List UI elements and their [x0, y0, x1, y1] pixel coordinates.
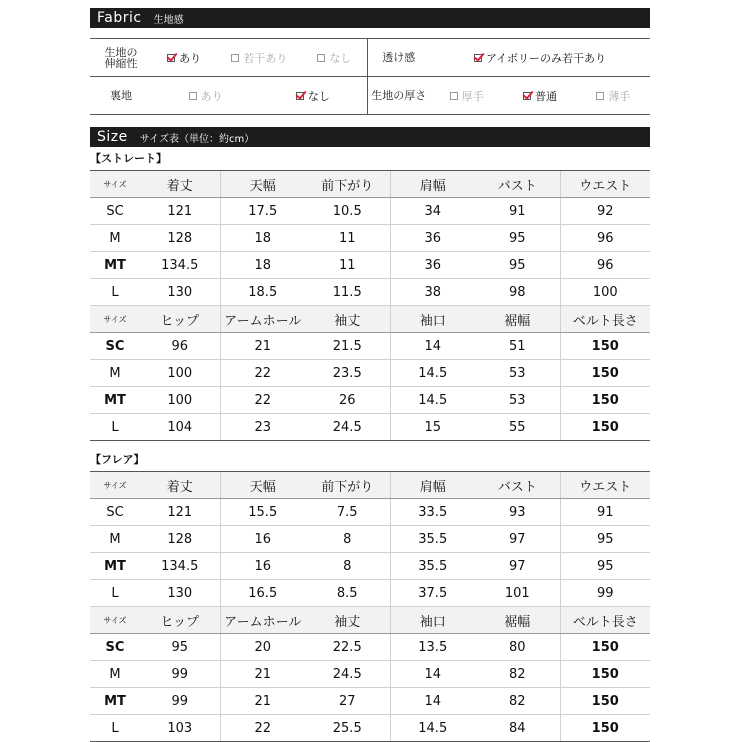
size-value-cell: 121	[140, 198, 220, 225]
fabric-attr-label-line: 生地の厚さ	[371, 89, 427, 102]
size-value-cell: 18	[220, 225, 305, 252]
size-value-cell: 8	[305, 553, 390, 580]
size-label-cell: MT	[90, 387, 140, 414]
size-header-cell: アームホール	[220, 607, 305, 634]
size-value-cell: 20	[220, 634, 305, 661]
size-value-cell: 11	[305, 225, 390, 252]
size-value-cell: 14	[390, 688, 475, 715]
fabric-option-label: なし	[307, 89, 330, 103]
fabric-option-label: なし	[329, 51, 352, 65]
size-header-cell: サイズ	[90, 607, 140, 634]
size-header-cell: 着丈	[140, 472, 220, 499]
size-value-cell: 8.5	[305, 580, 390, 607]
size-value-cell: 95	[560, 526, 650, 553]
size-value-cell: 134.5	[140, 553, 220, 580]
size-value-cell: 22	[220, 360, 305, 387]
size-label-cell: M	[90, 526, 140, 553]
fabric-attr-label-line: 伸縮性	[104, 56, 138, 70]
size-value-cell: 93	[475, 499, 560, 526]
size-value-cell: 26	[305, 387, 390, 414]
size-header-cell: ベルト長さ	[560, 306, 650, 333]
size-value-cell: 24.5	[305, 661, 390, 688]
checked-box-icon	[474, 54, 482, 62]
size-value-cell: 8	[305, 526, 390, 553]
fabric-attr-label	[367, 77, 430, 115]
size-value-cell: 82	[475, 688, 560, 715]
size-header-cell: サイズ	[90, 171, 140, 198]
size-value-cell: 96	[560, 225, 650, 252]
size-label-cell: MT	[90, 553, 140, 580]
fabric-subtitle: 生地感	[153, 14, 184, 26]
size-title: Size	[97, 129, 128, 145]
size-label-cell: SC	[90, 333, 140, 360]
fabric-row	[90, 39, 650, 77]
size-row	[90, 198, 650, 225]
size-value-cell: 38	[390, 279, 475, 306]
size-value-cell: 92	[560, 198, 650, 225]
size-value-cell: 16.5	[220, 580, 305, 607]
size-value-cell: 10.5	[305, 198, 390, 225]
fabric-option	[474, 50, 606, 66]
fabric-option-label: 薄手	[608, 89, 631, 103]
size-value-cell: 27	[305, 688, 390, 715]
size-value-cell: 150	[560, 387, 650, 414]
size-header-row	[90, 306, 650, 333]
size-header-cell: 肩幅	[390, 171, 475, 198]
size-header-cell: 前下がり	[305, 171, 390, 198]
size-label-cell: SC	[90, 634, 140, 661]
size-value-cell: 36	[390, 252, 475, 279]
size-value-cell: 35.5	[390, 553, 475, 580]
size-value-cell: 55	[475, 414, 560, 441]
size-header-cell: ベルト長さ	[560, 607, 650, 634]
size-value-cell: 97	[475, 553, 560, 580]
size-header-cell: ウエスト	[560, 171, 650, 198]
size-value-cell: 24.5	[305, 414, 390, 441]
size-header-cell: ヒップ	[140, 306, 220, 333]
size-value-cell: 33.5	[390, 499, 475, 526]
unchecked-box-icon	[189, 92, 197, 100]
size-row	[90, 387, 650, 414]
checked-box-icon	[523, 92, 531, 100]
size-subtitle: サイズ表（単位：約cm）	[139, 133, 255, 145]
fabric-options	[430, 77, 650, 115]
size-value-cell: 14.5	[390, 715, 475, 742]
size-row	[90, 252, 650, 279]
size-value-cell: 95	[475, 252, 560, 279]
size-label-cell: L	[90, 414, 140, 441]
size-label-cell: SC	[90, 499, 140, 526]
size-value-cell: 53	[475, 360, 560, 387]
size-value-cell: 91	[560, 499, 650, 526]
fabric-option	[167, 50, 201, 66]
fabric-attr-label	[90, 77, 152, 115]
fabric-attr-label-line: 裏地	[110, 89, 132, 102]
size-row	[90, 526, 650, 553]
size-label-cell: M	[90, 225, 140, 252]
fabric-option	[231, 50, 287, 66]
size-value-cell: 150	[560, 661, 650, 688]
size-value-cell: 128	[140, 225, 220, 252]
size-header-cell: 袖丈	[305, 607, 390, 634]
fabric-option	[189, 88, 223, 104]
size-value-cell: 53	[475, 387, 560, 414]
size-header-cell: 袖口	[390, 306, 475, 333]
size-row	[90, 553, 650, 580]
fabric-row	[90, 77, 650, 115]
size-value-cell: 84	[475, 715, 560, 742]
size-header-cell: 袖丈	[305, 306, 390, 333]
size-value-cell: 23	[220, 414, 305, 441]
size-value-cell: 150	[560, 634, 650, 661]
size-header-cell: 前下がり	[305, 472, 390, 499]
size-value-cell: 100	[560, 279, 650, 306]
size-row	[90, 688, 650, 715]
size-header-cell: 天幅	[220, 472, 305, 499]
fabric-attr-label	[90, 39, 152, 77]
size-value-cell: 95	[475, 225, 560, 252]
size-row	[90, 661, 650, 688]
size-header-cell: 着丈	[140, 171, 220, 198]
size-label-cell: SC	[90, 198, 140, 225]
fabric-attr-label-line: 生地の	[104, 45, 138, 59]
size-value-cell: 150	[560, 333, 650, 360]
size-value-cell: 16	[220, 526, 305, 553]
size-value-cell: 36	[390, 225, 475, 252]
size-value-cell: 98	[475, 279, 560, 306]
size-value-cell: 97	[475, 526, 560, 553]
size-value-cell: 17.5	[220, 198, 305, 225]
size-header-cell: アームホール	[220, 306, 305, 333]
fabric-option	[450, 88, 484, 104]
size-value-cell: 14.5	[390, 360, 475, 387]
size-value-cell: 99	[140, 661, 220, 688]
fabric-option-label: アイボリーのみ若干あり	[485, 51, 606, 65]
size-value-cell: 34	[390, 198, 475, 225]
size-value-cell: 18	[220, 252, 305, 279]
size-value-cell: 99	[140, 688, 220, 715]
size-value-cell: 128	[140, 526, 220, 553]
section-label: 【ストレート】	[90, 152, 167, 165]
fabric-option-label: あり	[179, 51, 202, 65]
fabric-title: Fabric	[97, 10, 142, 26]
size-header-cell: サイズ	[90, 306, 140, 333]
size-header-cell: サイズ	[90, 472, 140, 499]
size-header-cell: ウエスト	[560, 472, 650, 499]
size-value-cell: 22	[220, 715, 305, 742]
fabric-attr-label-line: 透け感	[382, 51, 416, 64]
fabric-option	[596, 88, 630, 104]
size-header-bar	[90, 127, 650, 147]
size-table	[90, 471, 650, 742]
fabric-options	[152, 77, 367, 115]
size-value-cell: 25.5	[305, 715, 390, 742]
size-row	[90, 499, 650, 526]
size-header-cell: バスト	[475, 472, 560, 499]
size-value-cell: 101	[475, 580, 560, 607]
unchecked-box-icon	[231, 54, 239, 62]
fabric-options-list	[152, 88, 367, 104]
size-value-cell: 35.5	[390, 526, 475, 553]
fabric-attr-label	[367, 39, 430, 77]
size-value-cell: 95	[140, 634, 220, 661]
unchecked-box-icon	[450, 92, 458, 100]
size-value-cell: 37.5	[390, 580, 475, 607]
size-label-cell: M	[90, 360, 140, 387]
size-row	[90, 580, 650, 607]
size-value-cell: 99	[560, 580, 650, 607]
size-value-cell: 150	[560, 360, 650, 387]
checked-box-icon	[296, 92, 304, 100]
size-value-cell: 22.5	[305, 634, 390, 661]
fabric-options	[152, 39, 367, 77]
fabric-options	[430, 39, 650, 77]
fabric-option-label: あり	[200, 89, 223, 103]
size-value-cell: 150	[560, 688, 650, 715]
fabric-options-list	[430, 50, 650, 66]
fabric-header-bar	[90, 8, 650, 28]
size-value-cell: 18.5	[220, 279, 305, 306]
size-value-cell: 21	[220, 688, 305, 715]
fabric-option-label: 厚手	[461, 89, 484, 103]
size-value-cell: 103	[140, 715, 220, 742]
size-value-cell: 95	[560, 553, 650, 580]
size-value-cell: 82	[475, 661, 560, 688]
size-value-cell: 11	[305, 252, 390, 279]
size-header-cell: 裾幅	[475, 607, 560, 634]
size-value-cell: 11.5	[305, 279, 390, 306]
fabric-table	[90, 38, 650, 115]
size-value-cell: 21	[220, 661, 305, 688]
size-value-cell: 21.5	[305, 333, 390, 360]
fabric-option	[523, 88, 557, 104]
size-value-cell: 80	[475, 634, 560, 661]
size-header-cell: 天幅	[220, 171, 305, 198]
size-value-cell: 121	[140, 499, 220, 526]
size-header-cell: バスト	[475, 171, 560, 198]
size-row	[90, 360, 650, 387]
size-value-cell: 21	[220, 333, 305, 360]
size-header-cell: 肩幅	[390, 472, 475, 499]
size-value-cell: 96	[140, 333, 220, 360]
size-row	[90, 715, 650, 742]
size-row	[90, 333, 650, 360]
size-row	[90, 634, 650, 661]
fabric-options-list	[430, 88, 650, 104]
size-value-cell: 14	[390, 333, 475, 360]
size-value-cell: 13.5	[390, 634, 475, 661]
size-label-cell: MT	[90, 252, 140, 279]
size-value-cell: 100	[140, 387, 220, 414]
unchecked-box-icon	[317, 54, 325, 62]
size-label-cell: L	[90, 580, 140, 607]
size-header-row	[90, 171, 650, 198]
size-value-cell: 91	[475, 198, 560, 225]
size-value-cell: 51	[475, 333, 560, 360]
size-value-cell: 15.5	[220, 499, 305, 526]
size-value-cell: 130	[140, 580, 220, 607]
section-label: 【フレア】	[90, 453, 145, 466]
size-value-cell: 14.5	[390, 387, 475, 414]
unchecked-box-icon	[596, 92, 604, 100]
size-value-cell: 14	[390, 661, 475, 688]
size-value-cell: 150	[560, 715, 650, 742]
size-header-row	[90, 607, 650, 634]
size-row	[90, 225, 650, 252]
size-value-cell: 100	[140, 360, 220, 387]
size-value-cell: 134.5	[140, 252, 220, 279]
size-label-cell: L	[90, 279, 140, 306]
size-label-cell: L	[90, 715, 140, 742]
size-table	[90, 170, 650, 441]
size-value-cell: 104	[140, 414, 220, 441]
size-header-cell: 袖口	[390, 607, 475, 634]
size-label-cell: MT	[90, 688, 140, 715]
size-value-cell: 22	[220, 387, 305, 414]
size-value-cell: 23.5	[305, 360, 390, 387]
size-value-cell: 96	[560, 252, 650, 279]
size-header-cell: ヒップ	[140, 607, 220, 634]
fabric-option-label: 若干あり	[243, 51, 288, 65]
size-value-cell: 7.5	[305, 499, 390, 526]
size-value-cell: 16	[220, 553, 305, 580]
fabric-options-list	[152, 50, 367, 66]
size-header-cell: 裾幅	[475, 306, 560, 333]
size-row	[90, 414, 650, 441]
fabric-option	[296, 88, 330, 104]
size-header-row	[90, 472, 650, 499]
size-row	[90, 279, 650, 306]
size-label-cell: M	[90, 661, 140, 688]
size-value-cell: 15	[390, 414, 475, 441]
fabric-option	[317, 50, 351, 66]
checked-box-icon	[167, 54, 175, 62]
fabric-option-label: 普通	[534, 89, 557, 103]
size-value-cell: 130	[140, 279, 220, 306]
size-value-cell: 150	[560, 414, 650, 441]
